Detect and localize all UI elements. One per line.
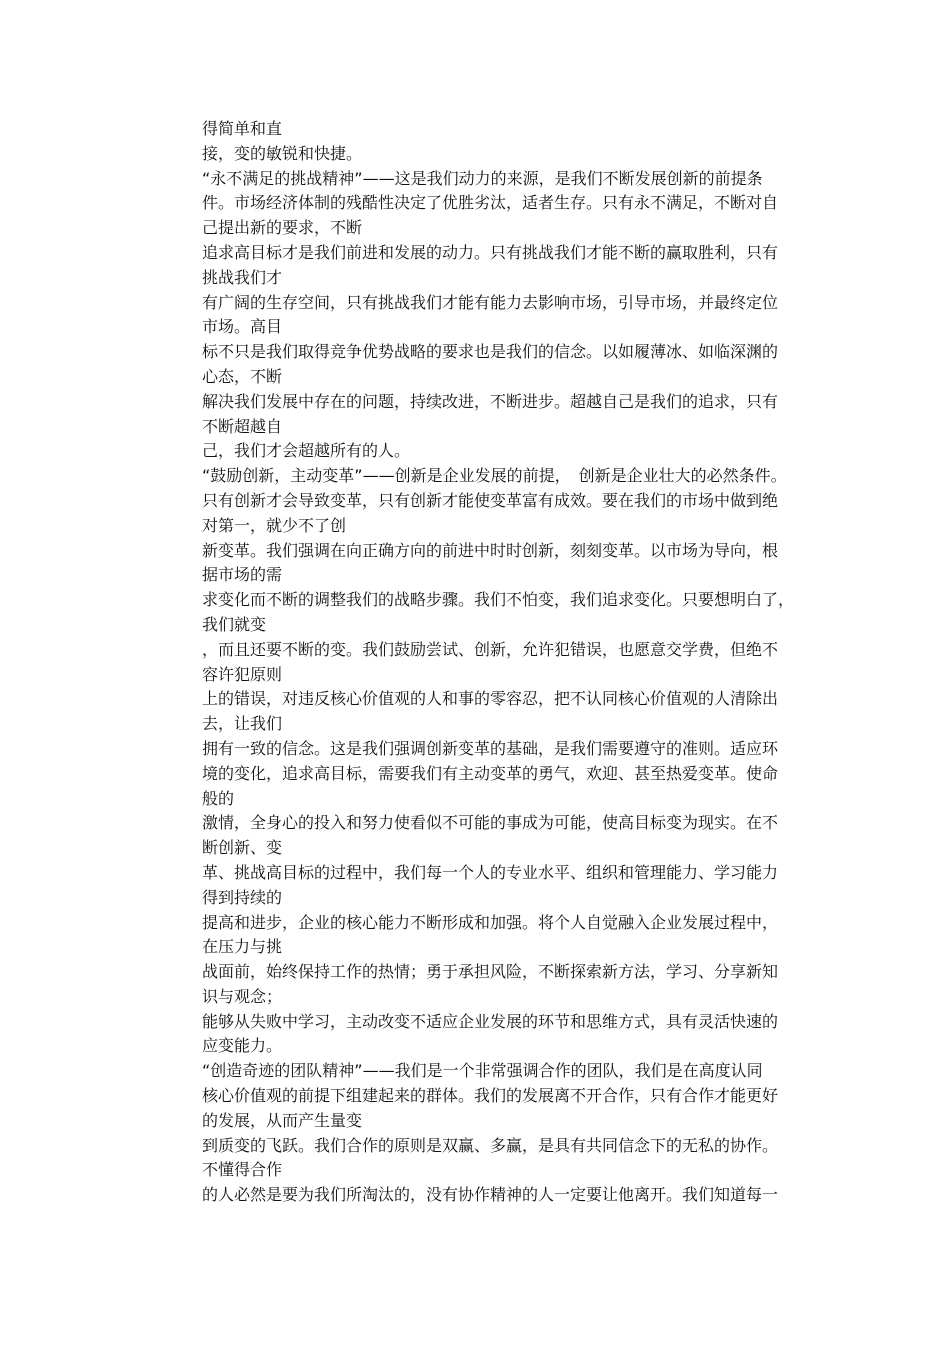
text-line: 挑战我们才 (202, 267, 283, 287)
text-line: 核心价值观的前提下组建起来的群体。我们的发展离不开合作，只有合作才能更好 (202, 1086, 779, 1106)
text-line: 上的错误，对违反核心价值观的人和事的零容忍，把不认同核心价值观的人清除出 (202, 689, 779, 709)
text-line: ，而且还要不断的变。我们鼓励尝试、创新，允许犯错误，也愿意交学费，但绝不 (202, 639, 779, 659)
text-line: 容许犯原则 (202, 664, 283, 684)
text-line: 拥有一致的信念。这是我们强调创新变革的基础，是我们需要遵守的准则。适应环 (202, 738, 779, 758)
text-line: “创造奇迹的团队精神”——我们是一个非常强调合作的团队，我们是在高度认同 (202, 1061, 763, 1081)
text-line: 提高和进步，企业的核心能力不断形成和加强。将个人自觉融入企业发展过程中， (202, 912, 779, 932)
text-line: 到质变的飞跃。我们合作的原则是双赢、多赢，是具有共同信念下的无私的协作。 (202, 1135, 779, 1155)
text-line: 在压力与挑 (202, 937, 283, 957)
text-line: 对第一，就少不了创 (202, 515, 347, 535)
text-line: 得到持续的 (202, 887, 283, 907)
text-line: 标不只是我们取得竞争优势战略的要求也是我们的信念。以如履薄冰、如临深渊的 (202, 342, 779, 362)
text-line: 去，让我们 (202, 714, 283, 734)
text-line: 得简单和直 (202, 119, 283, 138)
text-line: 己，我们才会超越所有的人。 (202, 441, 411, 461)
text-line: 追求高目标才是我们前进和发展的动力。只有挑战我们才能不断的赢取胜利，只有 (202, 242, 779, 262)
text-line: 境的变化，追求高目标，需要我们有主动变革的勇气，欢迎、甚至热爱变革。使命 (202, 763, 779, 783)
text-line: 有广阔的生存空间，只有挑战我们才能有能力去影响市场，引导市场，并最终定位 (202, 292, 779, 312)
text-line: 识与观念； (202, 986, 283, 1006)
text-line: 不断超越自 (202, 416, 283, 436)
document-body (202, 117, 902, 1208)
text-line: 解决我们发展中存在的问题，持续改进，不断进步。超越自己是我们的追求，只有 (202, 391, 779, 411)
text-line: 我们就变 (202, 614, 267, 634)
text-line: 般的 (202, 788, 235, 808)
text-line: “永不满足的挑战精神”——这是我们动力的来源，是我们不断发展创新的前提条 (202, 168, 763, 188)
text-line: 激情，全身心的投入和努力使看似不可能的事成为可能，使高目标变为现实。在不 (202, 813, 779, 833)
text-line: 的人必然是要为我们所淘汰的，没有协作精神的人一定要让他离开。我们知道每一 (202, 1185, 779, 1205)
text-line: 市场。高目 (202, 317, 283, 337)
text-line: 求变化而不断的调整我们的战略步骤。我们不怕变，我们追求变化。只要想明白了， (202, 590, 795, 610)
text-line: 战面前，始终保持工作的热情；勇于承担风险，不断探索新方法，学习、分享新知 (202, 962, 779, 982)
text-line: 的发展，从而产生量变 (202, 1110, 363, 1130)
text-line: 断创新、变 (202, 838, 283, 858)
text-line: 能够从失败中学习，主动改变不适应企业发展的环节和思维方式，具有灵活快速的 (202, 1011, 779, 1031)
text-line: 新变革。我们强调在向正确方向的前进中时时创新，刻刻变革。以市场为导向，根 (202, 540, 779, 560)
text-line: 据市场的需 (202, 565, 283, 585)
text-line: 接，变的敏锐和快捷。 (202, 143, 363, 163)
text-line: “鼓励创新，主动变革”——创新是企业发展的前提， 创新是企业壮大的必然条件。 (202, 466, 787, 486)
text-line: 不懂得合作 (202, 1160, 283, 1180)
text-line: 心态，不断 (202, 366, 283, 386)
text-line: 革、挑战高目标的过程中，我们每一个人的专业水平、组织和管理能力、学习能力 (202, 862, 779, 882)
text-line: 己提出新的要求，不断 (202, 218, 363, 238)
text-line: 应变能力。 (202, 1036, 283, 1056)
text-line: 件。市场经济体制的残酷性决定了优胜劣汰，适者生存。只有永不满足，不断对自 (202, 193, 779, 213)
text-line: 只有创新才会导致变革，只有创新才能使变革富有成效。要在我们的市场中做到绝 (202, 490, 779, 510)
